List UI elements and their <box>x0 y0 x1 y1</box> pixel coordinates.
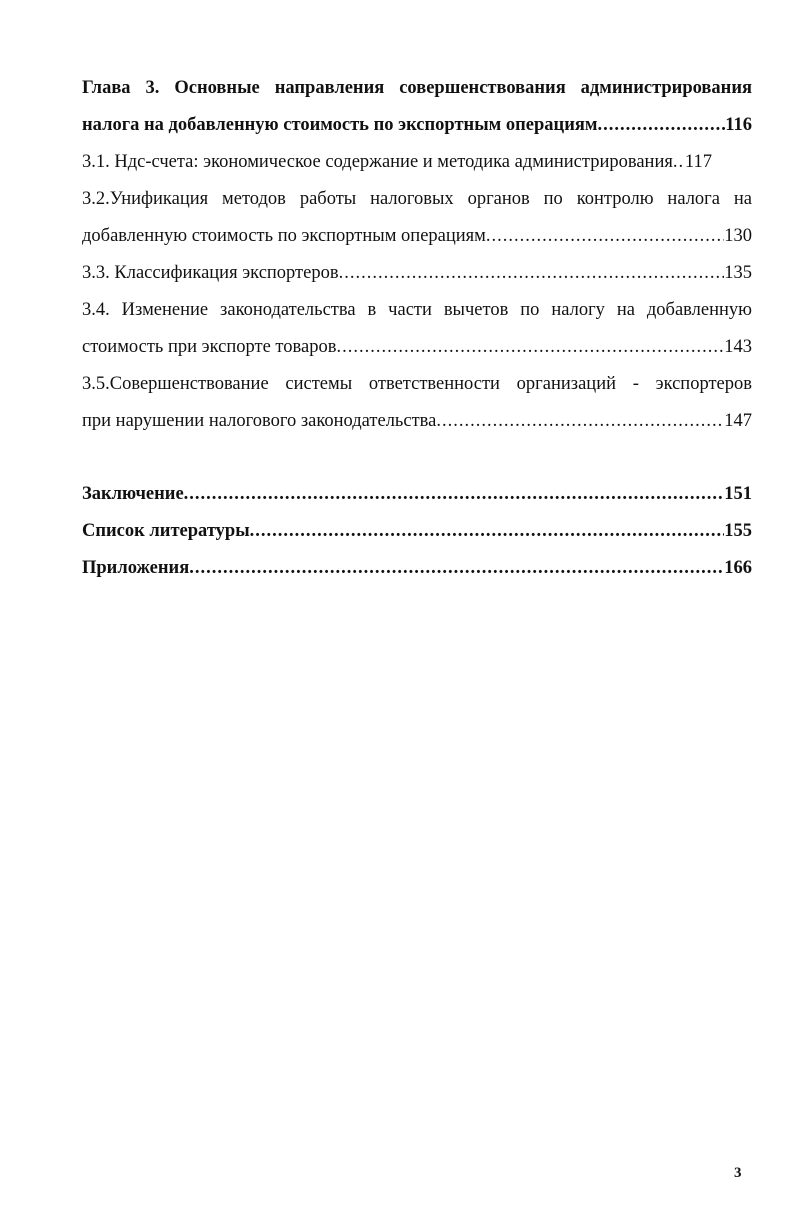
toc-entry-3-4-line-1: 3.4. Изменение законодательства в части вычетов по налогу на добавленную <box>82 300 752 320</box>
dot-leader <box>250 513 725 550</box>
dot-leader <box>436 403 724 440</box>
toc-entry-3-5-line-1: 3.5.Совершенствование системы ответственности организаций - экспортеров <box>82 374 752 394</box>
dot-leader <box>336 329 724 366</box>
dot-leader <box>339 255 725 292</box>
chapter-3-entry <box>82 107 752 144</box>
toc-entry-title: стоимость при экспорте товаров <box>82 337 337 357</box>
toc-entry-title: при нарушении налогового законодательства <box>82 411 437 431</box>
toc-entry-page: 151 <box>724 484 752 504</box>
toc-entry-page: 117 <box>684 152 712 172</box>
toc-entry-title: Приложения <box>82 558 190 578</box>
toc-entry-title: добавленную стоимость по экспортным операциям <box>82 226 486 246</box>
dot-leader <box>184 476 725 513</box>
table-of-contents <box>82 70 752 587</box>
chapter-3-page: 116 <box>725 115 752 135</box>
toc-entry-page: 130 <box>724 226 752 246</box>
toc-entry-title: 3.1. Ндс-счета: экономическое содержание и методика администрирования <box>82 152 673 172</box>
chapter-3-title-line-2: налога на добавленную стоимость по экспортным операциям <box>82 115 598 135</box>
toc-entry-title: Список литературы <box>82 521 250 541</box>
toc-entry-conclusion <box>82 476 752 513</box>
toc-entry-page: 147 <box>724 411 752 431</box>
page-number: 3 <box>734 1165 742 1181</box>
toc-entry-page: 135 <box>724 263 752 283</box>
toc-entry-page: 143 <box>724 337 752 357</box>
back-matter <box>82 476 752 587</box>
dot-leader <box>486 218 724 255</box>
toc-entry-3-2-line-1: 3.2.Унификация методов работы налоговых органов по контролю налога на <box>82 189 752 209</box>
toc-entry-appendices <box>82 550 752 587</box>
toc-entry-3-3 <box>82 255 752 292</box>
dot-leader <box>189 550 724 587</box>
toc-entry-title: Заключение <box>82 484 184 504</box>
toc-entry-3-5 <box>82 403 752 440</box>
toc-entry-title: 3.3. Классификация экспортеров <box>82 263 339 283</box>
spacer <box>82 440 752 476</box>
dot-leader <box>673 144 685 181</box>
dot-leader <box>597 107 725 144</box>
toc-entry-page: 155 <box>724 521 752 541</box>
toc-entry-bibliography <box>82 513 752 550</box>
toc-entry-3-1 <box>82 144 752 181</box>
toc-entry-page: 166 <box>724 558 752 578</box>
chapter-3-title-line-1: Глава 3. Основные направления совершенствования администрирования <box>82 78 752 98</box>
toc-entry-3-2 <box>82 218 752 255</box>
toc-entry-3-4 <box>82 329 752 366</box>
